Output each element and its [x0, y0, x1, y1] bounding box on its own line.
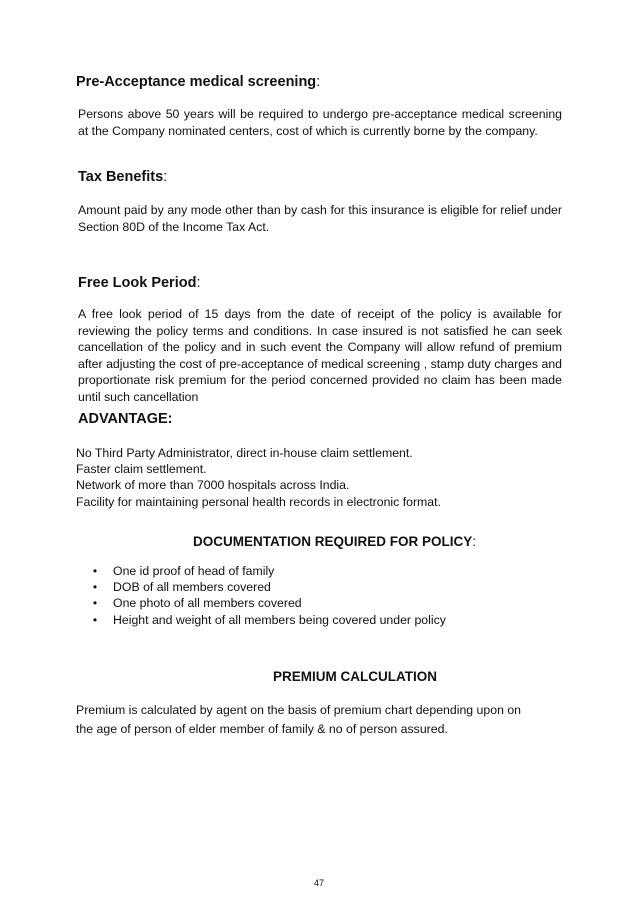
- pre-acceptance-heading-colon: :: [316, 74, 321, 90]
- list-item: • Height and weight of all members being covered under policy: [89, 612, 446, 628]
- list-item: • One id proof of head of family: [89, 563, 446, 579]
- tax-benefits-heading-colon: :: [163, 169, 168, 185]
- pre-acceptance-paragraph: Persons above 50 years will be required to undergo pre-acceptance medical screening at the Company nominated centers, cost of which is currently borne by the company.: [78, 107, 562, 138]
- advantage-line: Faster claim settlement.: [76, 462, 207, 477]
- free-look-heading-colon: :: [196, 275, 201, 291]
- advantage-line: Network of more than 7000 hospitals across India.: [76, 478, 350, 493]
- bullet-icon: •: [92, 596, 98, 611]
- list-item: • DOB of all members covered: [89, 579, 446, 595]
- bullet-icon: •: [92, 564, 98, 578]
- tax-benefits-heading: [78, 168, 167, 186]
- tax-benefits-paragraph: Amount paid by any mode other than by cash for this insurance is eligible for relief under Section 80D of the Income Tax Act.: [78, 203, 562, 234]
- premium-heading: PREMIUM CALCULATION: [273, 669, 437, 684]
- pre-acceptance-heading: [76, 73, 320, 91]
- free-look-paragraph: A free look period of 15 days from the date of receipt of the policy is available for reviewing the policy terms and conditions. In case insured is not satisfied he can seek cancellation of the policy and in such event the Company will allow refund of premium after adjusting the cost of pre-acceptance of medical screening , stamp duty charges and proportionate risk premium for the period concerned provided no claim has been made until such cancellation: [78, 307, 562, 404]
- bullet-icon: •: [92, 612, 98, 627]
- list-item: • One photo of all members covered: [89, 595, 446, 611]
- advantage-line: Facility for maintaining personal health records in electronic format.: [76, 494, 441, 509]
- premium-line: the age of person of elder member of family & no of person assured.: [76, 721, 448, 736]
- advantage-list: [76, 445, 441, 510]
- advantage-line: No Third Party Administrator, direct in-house claim settlement.: [76, 446, 413, 460]
- documentation-heading-text: DOCUMENTATION REQUIRED FOR POLICY: [193, 534, 473, 549]
- premium-line: Premium is calculated by agent on the basis of premium chart depending upon on: [76, 703, 521, 717]
- free-look-heading: [78, 274, 200, 292]
- bullet-icon: •: [92, 580, 98, 595]
- premium-paragraph: [76, 701, 521, 738]
- documentation-heading-colon: :: [472, 534, 477, 549]
- advantage-heading: ADVANTAGE:: [78, 411, 173, 427]
- page-number: 47: [313, 878, 324, 888]
- pre-acceptance-heading-text: Pre-Acceptance medical screening: [76, 74, 317, 90]
- tax-benefits-heading-text: Tax Benefits: [78, 169, 164, 185]
- documentation-heading: [193, 533, 476, 551]
- documentation-list: [89, 563, 446, 628]
- free-look-heading-text: Free Look Period: [78, 275, 197, 291]
